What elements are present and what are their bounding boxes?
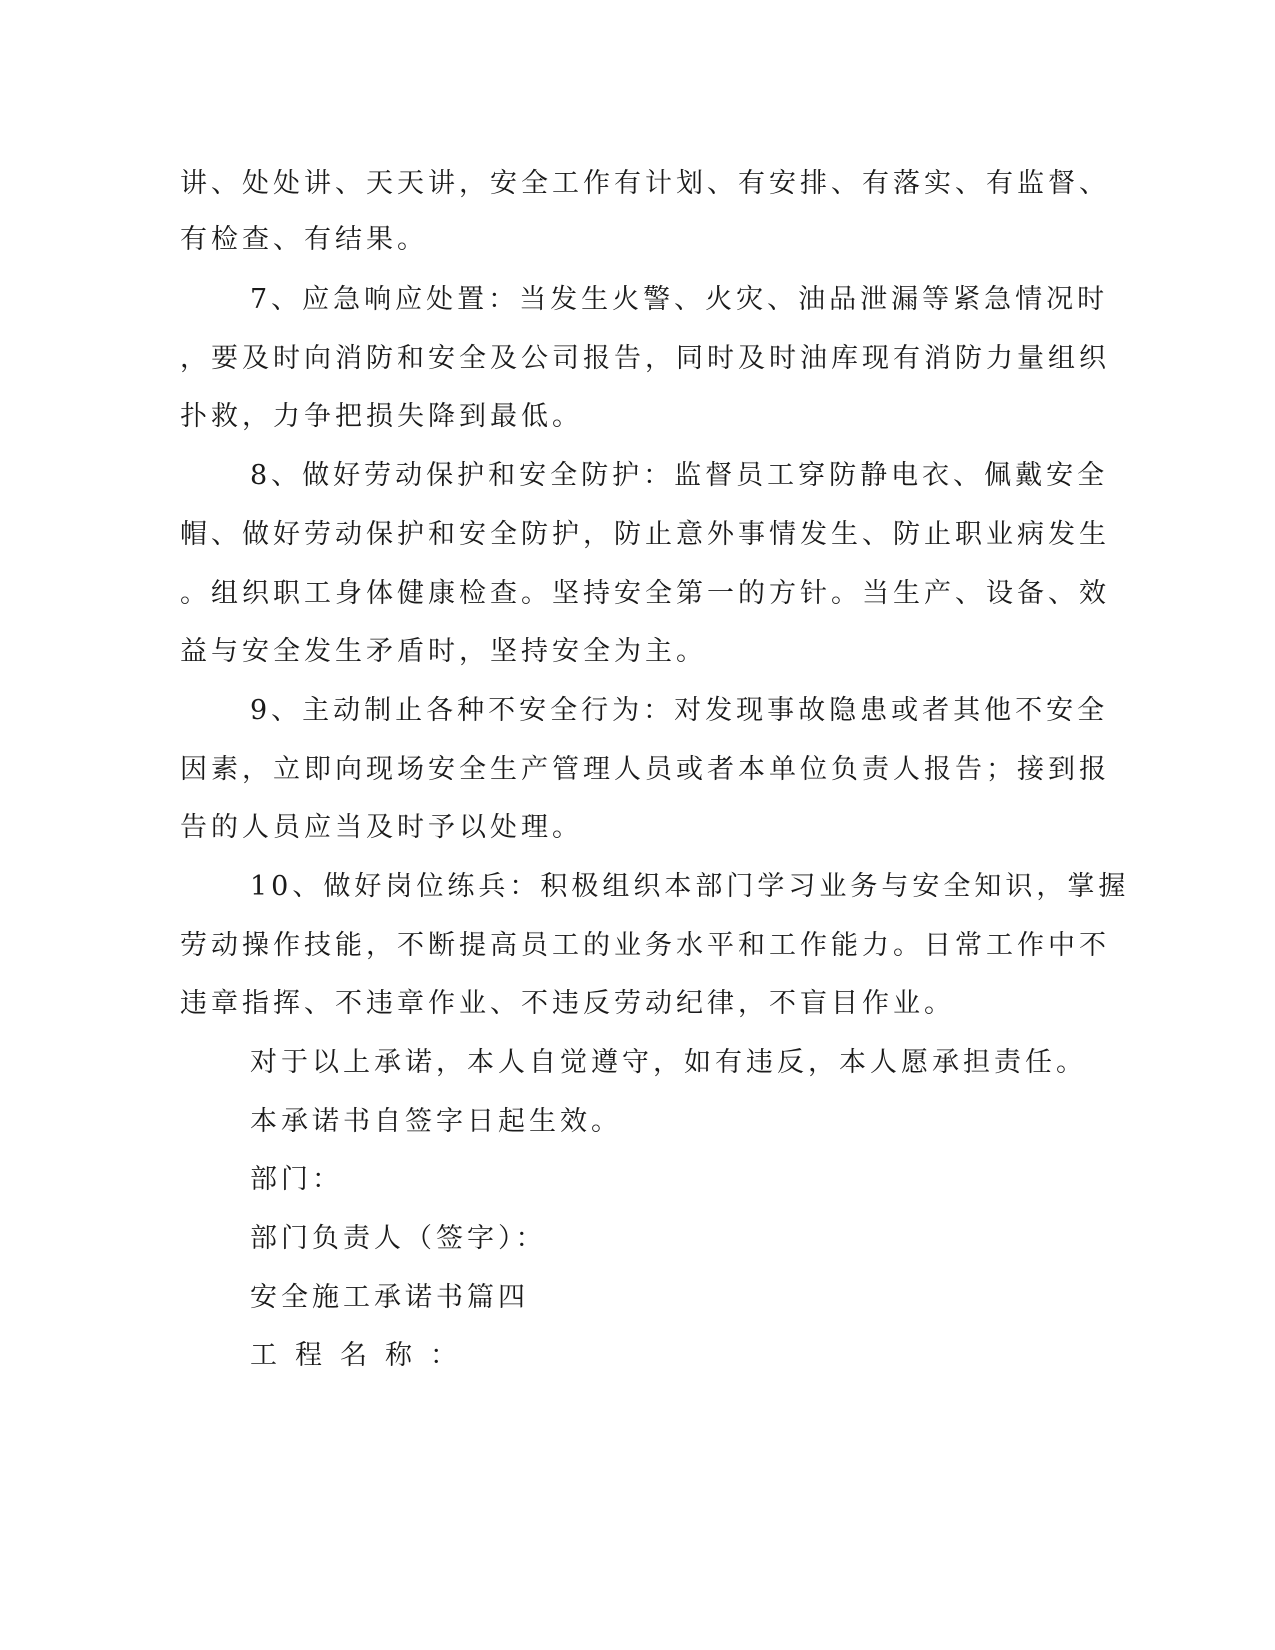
paragraph-10-line-1: 10、做好岗位练兵：积极组织本部门学习业务与安全知识，掌握	[250, 871, 1130, 902]
paragraph-9-line-2: 因素，立即向现场安全生产管理人员或者本单位负责人报告；接到报	[180, 754, 1110, 785]
paragraph-8-line-1: 8、做好劳动保护和安全防护：监督员工穿防静电衣、佩戴安全	[250, 460, 1109, 491]
paragraph-6-line-2: 有检查、有结果。	[180, 224, 428, 255]
paragraph-10-line-2: 劳动操作技能，不断提高员工的业务水平和工作能力。日常工作中不	[180, 930, 1110, 961]
commitment-statement: 对于以上承诺，本人自觉遵守，如有违反，本人愿承担责任。	[250, 1047, 1087, 1078]
effective-date-statement: 本承诺书自签字日起生效。	[250, 1106, 622, 1137]
paragraph-7-line-3: 扑救，力争把损失降到最低。	[180, 401, 583, 432]
paragraph-8-line-2: 帽、做好劳动保护和安全防护，防止意外事情发生、防止职业病发生	[180, 519, 1110, 550]
paragraph-6-line-1: 讲、处处讲、天天讲，安全工作有计划、有安排、有落实、有监督、	[180, 168, 1110, 199]
project-name-label: 工程名称：	[250, 1340, 475, 1371]
section-title: 安全施工承诺书篇四	[250, 1282, 529, 1313]
paragraph-7-line-2: ，要及时向消防和安全及公司报告，同时及时油库现有消防力量组织	[180, 343, 1110, 374]
paragraph-7-line-1: 7、应急响应处置：当发生火警、火灾、油品泄漏等紧急情况时	[250, 284, 1109, 315]
paragraph-9-line-3: 告的人员应当及时予以处理。	[180, 812, 583, 843]
department-head-signature-label: 部门负责人（签字）：	[250, 1223, 547, 1254]
paragraph-10-line-3: 违章指挥、不违章作业、不违反劳动纪律，不盲目作业。	[180, 988, 955, 1019]
department-label: 部门：	[250, 1164, 343, 1195]
paragraph-8-line-4: 益与安全发生矛盾时，坚持安全为主。	[180, 636, 707, 667]
paragraph-8-line-3: 。组织职工身体健康检查。坚持安全第一的方针。当生产、设备、效	[180, 578, 1110, 609]
paragraph-9-line-1: 9、主动制止各种不安全行为：对发现事故隐患或者其他不安全	[250, 695, 1109, 726]
